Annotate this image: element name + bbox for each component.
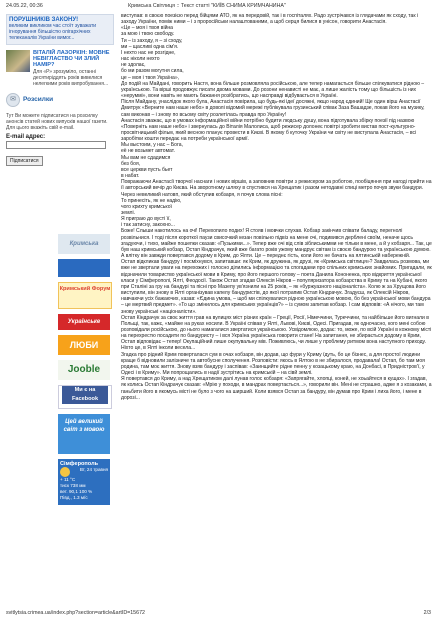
banner-language[interactable]: Цей великий світ з мовою [58, 414, 110, 454]
print-url: svitlytsia.crimea.ua/index.php?section=article&artID=15672 [6, 610, 145, 616]
warning-text: великим викликом час стоїт зуважати ігнорування більшістю олігархічних телеканалів України вимог... [9, 23, 97, 42]
article-paragraph: виступав: в своєю поезією перед бійцями АТО, як на передовій, так і в госпіталях. Радо зустрічався із глядачами як сходу, так і заходу України, поміж ними – і з проросійськи налаштованими, а щоб серця билися в унісон, говорити Анастасія. «Це – моя і твоя війна за мою і твою свободу. Ти – із заходу, я – зі сходу, ми – щасливі одна сім'я. І нехто нас не розгідне, нас ніколи нехто не здолає, бо ми разом могутня сила, це – моя і твоя Україна», [121, 13, 419, 81]
article-paragraph: Боже! Слыши накотилось на очі! Перехопило подих! Я стояв і мовчки слухав. Кобзар закінчив співати баладу, перегнолі розвільнися. І тоді після короткої паузи свисочкий кезан повільно підвіз на мене очі, подивився дерблені своїм, неначе щось згадуючи, і тихо, майже пошепки сказав: «Пузькими...». Тепер вже очі від слів зіблиськимми не тільки в мене, а й у кобзаря... Так, це був наш кримський кобзар, Остап Кіндрачук, який вже багато років ужому мандрує світам із своєю бандурою та українською думою. А влітку він завжди повертався додому в Крим, до Ялти. Це – переднє гість, коли його не бачать на ялтинській набережній. [121, 228, 432, 260]
subscribe-button[interactable]: Підписатися [6, 156, 43, 166]
banner-jooble[interactable]: Jooble [58, 360, 110, 380]
email-label: E-mail адрес: [6, 134, 46, 141]
print-footer [0, 606, 439, 620]
newsletter-title: Розсилки [23, 96, 54, 104]
article-body [121, 13, 433, 401]
weather-widget[interactable] [58, 459, 110, 505]
page-number: 2/3 [423, 610, 431, 616]
weather-day: Вт, 24 травня [79, 467, 108, 472]
banner-liuby[interactable]: ЛЮБИ [58, 335, 110, 355]
news-heading[interactable]: ВІТАЛІЙ ЛАЗОРКІН: МОВНЕ НЕВІГЛАСТВО ЧИ ЗЛИЙ НАМІР? [33, 49, 110, 69]
facebook-label: Ми є на Facebook [62, 386, 108, 404]
banner-column [58, 234, 112, 505]
newsletter-header [6, 93, 114, 107]
print-header [0, 0, 439, 14]
article-paragraph: Після Майдану, унаслідок якого була, Анастасія повірила, що будь-які ідеї досяжні, якщо народ єдиний! Ще один вірш Анастасії Дмитрук «Верните нам наше небо» в доволі відомий мережі публікувала грузинський співак Заза Вашадзе, покав його на музику, сам виконав – і знову по всьому світу розлетілась правда про Україну! [121, 99, 425, 118]
sidebar [6, 14, 114, 167]
article-paragraph: Остап відкликав бандуру і посміхнувся, запитавши: як Крим, як дружина, як друзі, як «Кримська світлиця»? Завдилась розмова, ми вже не звертали уваги на перехожих і голосно ділились інформацією та спогадами про спільних кримських знайомих. Пригадали, як відзначили товариство української мови в Криму, про його першого голову – поета Данила Кононенка, про відкриття української класи у Сімферополі, Ялті, Феодосії. Також Остап згадав Олексія Нікров – популяризатора кобзарства в Криму та на Кубані, якого при Сталіні за гру на бандурі та пісні про Мазепу ув'язнили на 25 років, – як «буржуазного націоналіста». Колю ж за Хрущова його виступили, він знову в Ялті організував капелу бандуристів, до якої потрапив Остап Кіндрачук. Згадуєш, як Олексій Нікров, навчаючи усіх бажаючих, казав: «Єдина умова, – щоб ми спілкувалися рідною українською мовою, бо без української мови бандура – це мертвий предмет». «То що змінилось для кримських українців?» – із сумом запитав кобзар. І сам відповів: «А нічого, ми там знову українські «націоналісти». [121, 259, 432, 315]
news-thumbnail[interactable] [6, 50, 30, 72]
weather-pressure: тиск 738 мм [60, 483, 86, 488]
sun-icon [60, 467, 70, 477]
news-text: Для «Р» зрозуміло, останні десятиріддять років вивелися нелегкими років випробування... [33, 68, 109, 87]
email-input[interactable] [6, 141, 106, 149]
article-paragraph: Анастасія зважає, що в умовах інформаційної війни потрібно будити людську душу, вона підготувала збірку поезії під назвою «Поверніть нам наше небо» і звернулась до Віталія Малолиса, щоб режисер долонеє повітрі зробити вистав пост-культурно-просвітницький фільм, який весною планує провести в Києві. В якому б куточку України чи світу не виступала Анастасія, – всі заробітки кошти передає на потреби української армії. Мы выстоим, у нас – Бога, её не возьмет автомат. Мы вам не сдадимся без боя, все церкви пусть бьет в набат. [121, 117, 417, 180]
article-paragraph: Згадка про рідний Крим поверталася сум в очах кобзаря, він додав, що фури у Криму їдуть, бо це бізнес, а для простої людини краще б відновили залізниче та автобусне сполучення. Розповісти: якось в Ялтою в не збиралося, продавала! Остап, бо там моя родина, там моє життя. Знову взяв бандуру і заспівав: «Заинщийте рідне пенну у козацькому краю, на Донбасі, в Придністров'ї, у Одесі і в Криму». Ми попрощались в надії зустрітись на кримській – на сівй землі. [121, 351, 425, 377]
subscribe-text: Тут Ви можете підписатися на розсилку анонсів статей нових випусків нашої газети. Для цього вкажіть свій e-mail. [6, 112, 108, 132]
weather-wind: вет. 90,1 100 % [60, 489, 93, 494]
weather-temp: + 11 °C [60, 477, 76, 482]
banner-facebook[interactable] [58, 385, 112, 409]
print-title: Кримська Світлиця :: Текст статті "КИЇВ СНИМА КРИМЧАНИНА" [128, 3, 286, 9]
weather-city: Сімферополь [60, 461, 99, 467]
banner-blue[interactable] [58, 259, 110, 277]
article-paragraph: До подій на Майдані, говорить Настя, вона більше розмовляла російською, але тепер намагається більше спілкуватися рідною – українською. Та вірші продовжує писати двома мовами. До розони ненависті не має, а лише жалість тому що більшість із них «неруммі», вони навіть не мають бажання розібратись, що насправді відбувається в Україні. [121, 80, 425, 100]
print-date: 24.05.22, 00:36 [6, 3, 43, 9]
article-paragraph: Остап Кіндрачук за своє життя грав на вулицях міст різних країн – Греції, Росії, Німеччини, Туреччини, та найбільше його вигнали в Польщі, так, кажє, «майже на руках носили. В Україні співав у Ялті, Львові, Києві, Одесі. Пригадав, як одночасно, кого мені собою розповідали російською, до нього намагалися звертатися українською. Усвідомлюю, додає: то, може, по всій Україні в кожному місті на перехрестю посадити по бандуристу – і вся Україна українська говорити стане! На запитання, не збирається додому в Крим, Остап відповідає – тепер! Окупаційний лише окупувальну мів. Поживлюсь, чи лише у проблему ритмом вона наступного приходу. Ніхто це, в Ялті інколи весела... [121, 314, 432, 352]
warning-block [6, 14, 114, 45]
warning-heading[interactable]: ПОРУШНИКІВ ЗАКОНУ! [9, 17, 79, 23]
article-paragraph: Я повертався до Криму, а над Хрещатиком далі лунав голос кобзаря: «Запрягайте, хлопці, коней, не хоьайтеся в кущах». І згадав, як колись Остап Кіндрачук сказав: «Мрію у походи, в мандрах повертається...», говорили він. Мені не страшно, адже я з козаками, а ганьбити його в якомусь місті не було з чого на ширший. Коли взявся Остап за бандуру, він думав про Крим і лиха його, і мене в дорозі... [121, 376, 432, 401]
banner-ukrainske[interactable]: Українське [58, 314, 110, 330]
article-paragraph: Повражаючи Анастасії творчої наснаги і нових віршів, а заповнив повітри з режисером за роботою, пообіцяння при нагоді прийти на її авторський вечір до Києва. На зворотному шляху в спустився на Хрещатик і разом нетодавні спиці метро почув звуки бандури. Через невеликий натовп, який обступив кобзаря, я почув слова пісні: То принесіть, як не надію, чого крихту кримської землі. Я приграю до вусті її, і так затисну, закохно... [121, 179, 432, 229]
news-item [6, 50, 114, 87]
banner-krymskyi-forum[interactable]: Кримський Форум [58, 282, 112, 309]
banner-krymska[interactable]: Кримська [58, 234, 110, 254]
weather-speed: Півд., 1.3 м/с [60, 495, 88, 500]
mail-icon: ✉ [6, 93, 20, 107]
